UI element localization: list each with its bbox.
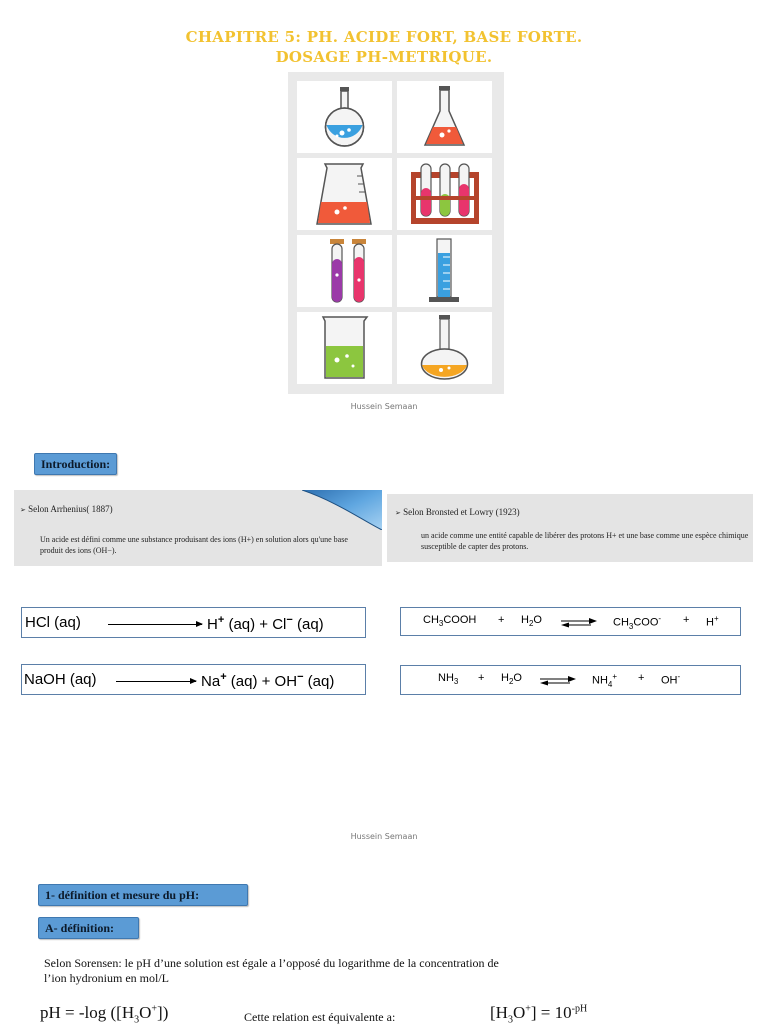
ph-formula: pH = -log $([H_3O^+])$ — [40, 1003, 169, 1025]
ammonia-plus-1: + — [478, 672, 485, 684]
acetic-reactant-1: $CH_3COOH$ — [423, 614, 477, 629]
arrhenius-heading-text: Selon Arrhenius( 1887) — [28, 504, 113, 514]
arrow-bullet-icon: ➢ — [395, 509, 401, 517]
graduated-cylinder-blue-icon — [397, 235, 492, 307]
hcl-reactant: HCl (aq) — [25, 614, 81, 631]
bronsted-text: un acide comme une entité capable de libérer des protons H+ et une base comme une espèce chimique susceptible de capter des protons. — [421, 531, 749, 551]
lab-glassware-image — [288, 72, 504, 394]
hcl-products: H+ (aq) + Cl− (aq) — [207, 614, 324, 633]
title-line-2: DOSAGE PH-METRIQUE. — [275, 48, 493, 66]
sorensen-definition-line-1: Selon Sorensen: le pH d’une solution est égale a l’opposé du logarithme de la concentration de — [44, 956, 499, 970]
hcl-equation-box — [21, 607, 366, 638]
equilibrium-arrow-icon — [561, 618, 597, 628]
sorensen-definition-line-2: l’ion hydronium en mol/L — [44, 971, 169, 985]
bronsted-heading-text: Selon Bronsted et Lowry (1923) — [403, 507, 520, 517]
naoh-products: Na+ (aq) + OH− (aq) — [201, 671, 335, 690]
beaker-red-icon — [297, 158, 392, 230]
arrhenius-panel — [14, 490, 382, 566]
bronsted-heading — [395, 507, 520, 517]
test-tubes-purple-pink-icon — [297, 235, 392, 307]
author-credit: Hussein Semaan — [350, 402, 418, 411]
beaker-green-icon — [297, 312, 392, 384]
round-flask-blue-icon — [297, 81, 392, 153]
sorensen-definition — [44, 956, 664, 986]
acetic-product-2: H+ — [706, 614, 719, 629]
naoh-reactant: NaOH (aq) — [24, 671, 97, 688]
page-title — [0, 27, 768, 67]
title-line-1: CHAPITRE 5: PH. ACIDE FORT, BASE FORTE. — [185, 28, 583, 46]
volumetric-flask-orange-icon — [397, 312, 492, 384]
ammonia-reactant-2: $H_2O$ — [501, 672, 522, 687]
section-1-label: 1- définition et mesure du pH: — [38, 884, 248, 906]
arrow-bullet-icon: ➢ — [20, 506, 26, 514]
acetic-reactant-2: $H_2O$ — [521, 614, 542, 629]
arrhenius-heading — [20, 504, 113, 514]
acetic-plus-2: + — [683, 614, 690, 626]
acetic-product-1: $CH_3COO^-$ — [613, 614, 662, 631]
introduction-label: Introduction: — [34, 453, 117, 475]
reaction-arrow-icon — [108, 624, 202, 625]
page-curl-decoration — [302, 490, 382, 530]
acetic-plus-1: + — [498, 614, 505, 626]
ammonia-product-1: $NH_4^+$ — [592, 672, 618, 689]
reaction-arrow-icon — [116, 681, 196, 682]
relation-text: Cette relation est équivalente a: — [244, 1010, 396, 1024]
author-credit-2: Hussein Semaan — [350, 832, 418, 841]
section-a-label: A- définition: — [38, 917, 139, 939]
erlenmeyer-red-icon — [397, 81, 492, 153]
ammonia-plus-2: + — [638, 672, 645, 684]
ammonia-reactant-1: $NH_3$ — [438, 672, 459, 687]
naoh-equation-box — [21, 664, 366, 695]
ammonia-equation-box — [400, 665, 741, 695]
equilibrium-arrow-icon — [540, 676, 576, 686]
ammonia-product-2: OH- — [661, 672, 681, 687]
hydronium-formula: $[H_3O^+] = 10^{-pH}$ — [490, 1003, 588, 1025]
test-tube-rack-icon — [397, 158, 492, 230]
acetic-equation-box — [400, 607, 741, 636]
arrhenius-text: Un acide est défini comme une substance produisant des ions (H+) en solution alors qu'une base produit des ions (OH−). — [40, 535, 348, 555]
bronsted-panel — [387, 494, 753, 562]
